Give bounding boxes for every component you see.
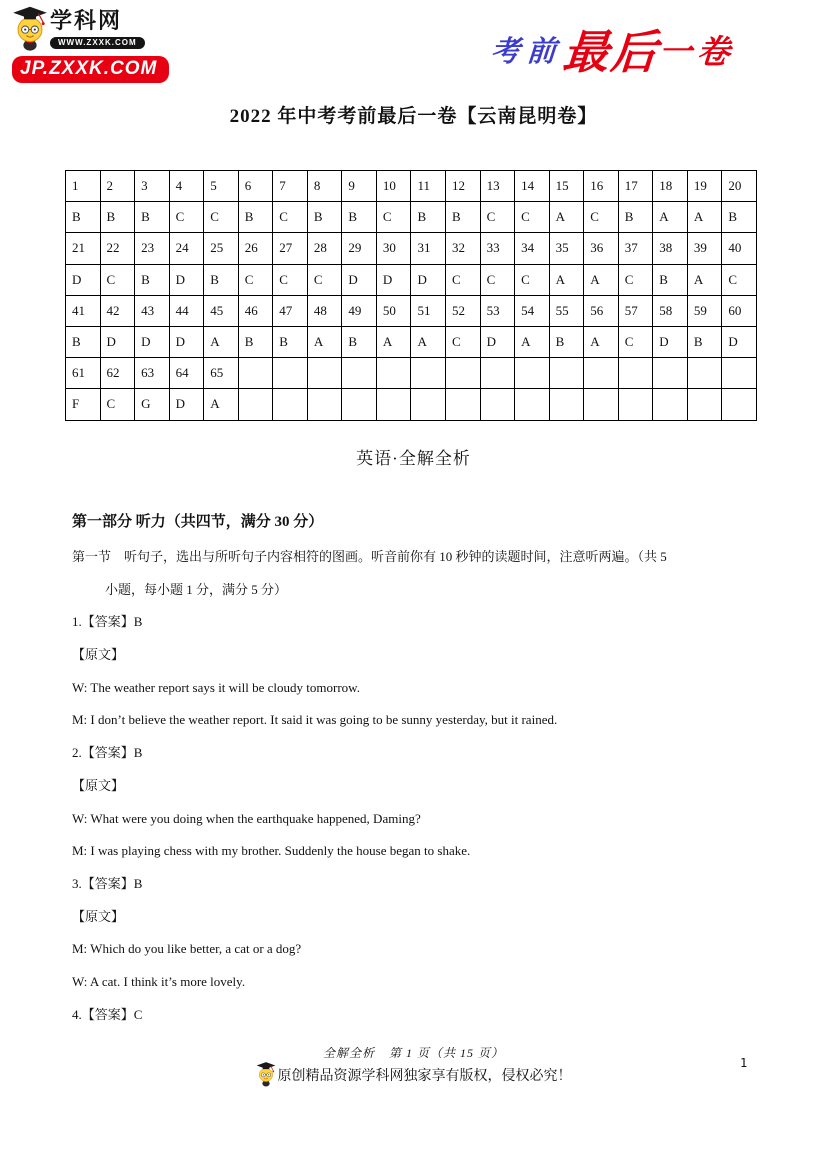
answer-cell: 41 [66,295,101,326]
answer-cell: 10 [376,171,411,202]
xkw-mascot-icon [256,1062,276,1087]
answer-cell: C [515,202,550,233]
answer-cell: 55 [549,295,584,326]
answer-cell [342,389,377,420]
answer-cell: 52 [446,295,481,326]
answer-cell: 30 [376,233,411,264]
answer-cell [238,389,273,420]
answer-cell: 62 [100,358,135,389]
answer-cell: 7 [273,171,308,202]
footer-copyright [0,1062,827,1087]
answer-cell [515,358,550,389]
answer-cell: 46 [238,295,273,326]
answer-cell: B [238,326,273,357]
answer-cell: 1 [66,171,101,202]
answer-cell: B [722,202,757,233]
subtitle: 英语·全解全析 [356,449,471,468]
answer-cell: C [515,264,550,295]
answer-cell: 58 [653,295,688,326]
content-line: 3.【答案】B [72,875,143,891]
content-line: W: A cat. I think it’s more lovely. [72,973,246,989]
content-line: 【原文】 [72,908,125,924]
answer-cell: 43 [135,295,170,326]
answer-cell: 25 [204,233,239,264]
answer-table-row [66,326,757,357]
answer-cell: D [411,264,446,295]
answer-cell: 9 [342,171,377,202]
stamp-suffix: 一卷 [657,31,737,71]
answer-table-row [66,264,757,295]
answer-cell: 29 [342,233,377,264]
answer-cell [549,389,584,420]
answer-cell: C [446,326,481,357]
answer-cell: A [584,264,619,295]
content-line: 2.【答案】B [72,745,143,761]
answer-cell: B [135,264,170,295]
answer-cell: A [584,326,619,357]
answer-cell: 20 [722,171,757,202]
answer-cell: F [66,389,101,420]
answer-cell: 6 [238,171,273,202]
answer-cell [722,389,757,420]
answer-cell: A [549,264,584,295]
answer-cell [273,389,308,420]
answer-cell: A [687,264,722,295]
answer-cell: C [618,326,653,357]
answer-cell [618,389,653,420]
content-line: 4.【答案】C [72,1006,143,1022]
answer-cell [687,358,722,389]
answer-cell: C [618,264,653,295]
site-name: 学科网 [50,8,123,33]
answer-cell: 8 [307,171,342,202]
answer-cell: B [135,202,170,233]
answer-cell: C [100,389,135,420]
answer-cell: B [342,202,377,233]
answer-cell: 63 [135,358,170,389]
answer-cell [480,358,515,389]
answer-cell: 37 [618,233,653,264]
answer-cell [584,389,619,420]
answer-cell: 4 [169,171,204,202]
answer-cell: 57 [618,295,653,326]
content-body [72,541,766,1031]
stamp-prefix: 考前 [489,33,565,68]
content-line: W: What were you doing when the earthquake happened, Daming? [72,810,421,826]
answer-cell: 47 [273,295,308,326]
answer-cell: C [238,264,273,295]
answer-cell: C [446,264,481,295]
answer-cell [584,358,619,389]
answer-cell: A [307,326,342,357]
answer-cell: B [273,326,308,357]
content-line: 第一节 听句子，选出与所听句子内容相符的图画。听音前你有 10 秒钟的读题时间，注意听两遍。（共 5 [72,549,667,564]
answer-cell: B [446,202,481,233]
answer-cell: 44 [169,295,204,326]
answer-cell: 11 [411,171,446,202]
answer-cell: A [411,326,446,357]
answer-cell: 31 [411,233,446,264]
answer-cell: 64 [169,358,204,389]
answer-cell: D [342,264,377,295]
content-line: 小题，每小题 1 分，满分 5 分） [105,581,288,597]
answer-cell: C [100,264,135,295]
stamp-main: 最后 [560,25,661,79]
content-line: 【原文】 [72,777,125,793]
answer-cell: C [376,202,411,233]
answer-cell: D [722,326,757,357]
answer-cell: 59 [687,295,722,326]
answer-cell [515,389,550,420]
footer-page-info [0,1044,827,1061]
answer-cell [376,358,411,389]
page-title: 2022 年中考考前最后一卷【云南昆明卷】 [229,106,598,127]
answer-table-row [66,358,757,389]
answer-cell: C [722,264,757,295]
answer-cell: D [100,326,135,357]
site-logo [12,6,169,83]
site-url: WWW.ZXXK.COM [50,37,145,49]
answer-cell: 48 [307,295,342,326]
content-line: W: The weather report says it will be cloudy tomorrow. [72,679,360,695]
answer-table-row [66,202,757,233]
answer-cell: C [273,264,308,295]
answer-cell: A [204,326,239,357]
answer-cell [273,358,308,389]
answer-cell: B [549,326,584,357]
section-heading: 第一部分 听力（共四节，满分 30 分） [72,514,324,530]
answer-cell [238,358,273,389]
answer-cell: G [135,389,170,420]
answer-cell [722,358,757,389]
answer-cell [307,389,342,420]
answer-cell: C [307,264,342,295]
answer-cell: 12 [446,171,481,202]
answer-cell: D [376,264,411,295]
answer-cell: 24 [169,233,204,264]
answer-cell: C [204,202,239,233]
answer-cell: D [169,389,204,420]
answer-cell [446,358,481,389]
footer-doc-label: 全解全析 [322,1046,375,1060]
answer-cell: 45 [204,295,239,326]
answer-cell [480,389,515,420]
answer-cell: 2 [100,171,135,202]
answer-cell: C [480,264,515,295]
answer-cell: 36 [584,233,619,264]
content-line: 1.【答案】B [72,614,143,630]
answer-cell: 65 [204,358,239,389]
answer-cell: C [273,202,308,233]
answer-cell: 38 [653,233,688,264]
answer-cell: 53 [480,295,515,326]
answer-cell: C [169,202,204,233]
answer-cell: 33 [480,233,515,264]
answer-cell: 34 [515,233,550,264]
answer-cell: 60 [722,295,757,326]
answer-table-row [66,233,757,264]
answer-cell [307,358,342,389]
answer-cell: 49 [342,295,377,326]
answer-table [65,170,757,421]
answer-cell: B [687,326,722,357]
answer-cell: A [515,326,550,357]
answer-cell: 35 [549,233,584,264]
content-line: M: I was playing chess with my brother. Suddenly the house began to shake. [72,843,471,859]
answer-cell: B [204,264,239,295]
answer-cell: B [238,202,273,233]
answer-cell: 17 [618,171,653,202]
answer-cell: 50 [376,295,411,326]
answer-cell: 56 [584,295,619,326]
answer-cell: 39 [687,233,722,264]
answer-cell: 27 [273,233,308,264]
answer-cell: B [618,202,653,233]
answer-cell: D [135,326,170,357]
answer-cell [342,358,377,389]
site-badge: JP.ZXXK.COM [12,56,169,83]
answer-cell: B [411,202,446,233]
content-line: 【原文】 [72,647,125,663]
answer-cell: B [100,202,135,233]
answer-cell: 51 [411,295,446,326]
xkw-mascot-icon [12,6,48,52]
answer-cell: 40 [722,233,757,264]
answer-cell: 32 [446,233,481,264]
copyright-text: 原创精品资源学科网独家享有版权，侵权必究！ [277,1068,572,1084]
answer-cell: D [480,326,515,357]
answer-cell [411,358,446,389]
exam-stamp [476,18,750,80]
answer-cell: 13 [480,171,515,202]
answer-cell: 42 [100,295,135,326]
answer-cell: 26 [238,233,273,264]
answer-cell: A [376,326,411,357]
answer-cell: 18 [653,171,688,202]
answer-cell: B [653,264,688,295]
answer-cell: 5 [204,171,239,202]
answer-table-row [66,171,757,202]
answer-cell: 23 [135,233,170,264]
answer-cell: 21 [66,233,101,264]
footer-page-label: 第 1 页（共 15 页） [389,1046,505,1060]
answer-cell: C [584,202,619,233]
answer-cell: D [653,326,688,357]
page-number: 1 [740,1056,748,1070]
answer-cell: 19 [687,171,722,202]
answer-table-body [66,171,757,421]
answer-cell: 28 [307,233,342,264]
answer-cell: A [653,202,688,233]
answer-cell: 14 [515,171,550,202]
answer-cell: C [480,202,515,233]
answer-cell: B [66,202,101,233]
answer-cell: D [66,264,101,295]
answer-cell: A [549,202,584,233]
answer-cell: B [307,202,342,233]
answer-cell [411,389,446,420]
answer-cell [653,358,688,389]
answer-cell: 54 [515,295,550,326]
answer-cell: 61 [66,358,101,389]
answer-cell: A [687,202,722,233]
content-line: M: I don’t believe the weather report. It said it was going to be sunny yesterday, but it rained. [72,712,558,728]
answer-cell [653,389,688,420]
answer-cell [618,358,653,389]
content-line: M: Which do you like better, a cat or a dog? [72,941,302,957]
answer-cell [687,389,722,420]
answer-cell: A [204,389,239,420]
answer-cell [376,389,411,420]
answer-cell: 3 [135,171,170,202]
answer-cell: 16 [584,171,619,202]
answer-cell: 15 [549,171,584,202]
answer-cell [446,389,481,420]
answer-cell [549,358,584,389]
answer-cell: B [66,326,101,357]
answer-cell: D [169,326,204,357]
answer-cell: 22 [100,233,135,264]
answer-table-row [66,389,757,420]
answer-table-row [66,295,757,326]
answer-cell: B [342,326,377,357]
answer-cell: D [169,264,204,295]
